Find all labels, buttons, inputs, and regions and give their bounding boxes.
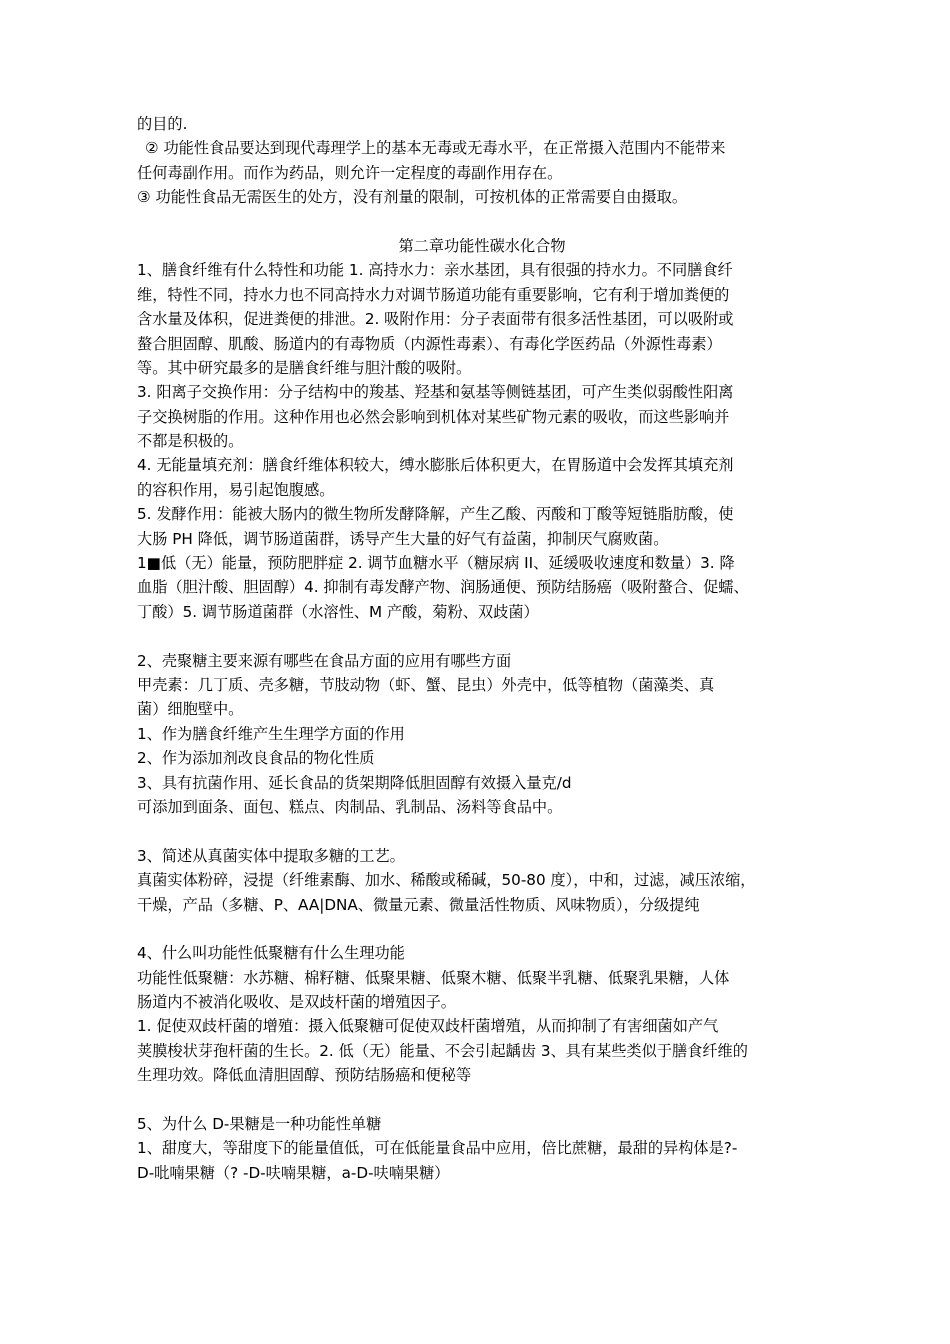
- text-line: 子交换树脂的作用。这种作用也必然会影响到机体对某些矿物元素的吸收，而这些影响并: [137, 407, 730, 426]
- question-heading: 5、为什么 D-果糖是一种功能性单糖: [137, 1115, 382, 1134]
- question-2-section: [137, 649, 827, 820]
- text-line: 血脂（胆汁酸、胆固醇）4. 抑制有毒发酵产物、润肠通便、预防结肠癌（吸附螯合、促蠕、: [137, 578, 749, 597]
- text-line: 1、甜度大，等甜度下的能量值低，可在低能量食品中应用，倍比蔗糖，最甜的异构体是?-: [137, 1139, 738, 1158]
- text-line: D-吡喃果糖（? -D-呋喃果糖，a-D-呋喃果糖）: [137, 1163, 450, 1182]
- text-line: 任何毒副作用。而作为药品，则允许一定程度的毒副作用存在。: [137, 163, 563, 182]
- text-line: 2、作为添加剂改良食品的物化性质: [137, 749, 375, 768]
- text-line: 1■低（无）能量，预防肥胖症 2. 调节血糖水平（糖尿病 II、延缓吸收速度和数量）3. 降: [137, 554, 735, 573]
- spacer: [137, 624, 827, 648]
- text-line: 真菌实体粉碎，浸提（纤维素酶、加水、稀酸或稀碱，50-80 度），中和，过滤，减压浓缩，: [137, 871, 756, 890]
- question-1-section: [137, 258, 827, 624]
- spacer: [137, 917, 827, 941]
- intro-section: [137, 112, 827, 210]
- spacer: [137, 819, 827, 843]
- document-page: [137, 112, 827, 1185]
- text-line: 3、具有抗菌作用、延长食品的货架期降低胆固醇有效摄入量克/d: [137, 773, 572, 792]
- question-3-section: [137, 844, 827, 917]
- question-5-section: [137, 1112, 827, 1185]
- text-line: 1. 促使双歧杆菌的增殖：摄入低聚糖可促使双歧杆菌增殖，从而抑制了有害细菌如产气: [137, 1017, 719, 1036]
- text-line: 维，特性不同，持水力也不同高持水力对调节肠道功能有重要影响，它有利于增加粪便的: [137, 285, 730, 304]
- text-line: 的容积作用，易引起饱腹感。: [137, 480, 335, 499]
- text-line: 功能性低聚糖：水苏糖、棉籽糖、低聚果糖、低聚木糖、低聚半乳糖、低聚乳果糖，人体: [137, 968, 730, 987]
- text-line: 5. 发酵作用：能被大肠内的微生物所发酵降解，产生乙酸、丙酸和丁酸等短链脂肪酸，使: [137, 505, 734, 524]
- text-line: 生理功效。降低血清胆固醇、预防结肠癌和便秘等: [137, 1066, 472, 1085]
- question-4-section: [137, 941, 827, 1087]
- text-line: 可添加到面条、面包、糕点、肉制品、乳制品、汤料等食品中。: [137, 797, 563, 816]
- text-line: 大肠 PH 降低，调节肠道菌群，诱导产生大量的好气有益菌，抑制厌气腐败菌。: [137, 529, 669, 548]
- text-line: 不都是积极的。: [137, 432, 244, 451]
- text-line: ② 功能性食品要达到现代毒理学上的基本无毒或无毒水平，在正常摄入范围内不能带来: [145, 139, 726, 158]
- question-heading: 4、什么叫功能性低聚糖有什么生理功能: [137, 944, 405, 963]
- text-line: 干燥，产品（多糖、P、AA|DNA、微量元素、微量活性物质、风味物质），分级提纯: [137, 895, 700, 914]
- question-heading: 2、壳聚糖主要来源有哪些在食品方面的应用有哪些方面: [137, 651, 512, 670]
- text-line: ③ 功能性食品无需医生的处方，没有剂量的限制，可按机体的正常需要自由摄取。: [137, 188, 688, 207]
- text-line: 1、作为膳食纤维产生生理学方面的作用: [137, 724, 405, 743]
- text-line: 4. 无能量填充剂：膳食纤维体积较大，缚水膨胀后体积更大，在胃肠道中会发挥其填充剂: [137, 456, 734, 475]
- text-line: 螯合胆固醇、肌酸、肠道内的有毒物质（内源性毒素）、有毒化学医药品（外源性毒素）: [137, 334, 722, 353]
- text-line: 含水量及体积，促进粪便的排泄。2. 吸附作用：分子表面带有很多活性基团，可以吸附或: [137, 310, 734, 329]
- text-line: 甲壳素：几丁质、壳多糖，节肢动物（虾、蟹、昆虫）外壳中，低等植物（菌藻类、真: [137, 675, 715, 694]
- text-line: 肠道内不被消化吸收、是双歧杆菌的增殖因子。: [137, 993, 456, 1012]
- spacer: [137, 1088, 827, 1112]
- text-line: 菌）细胞壁中。: [137, 700, 244, 719]
- text-line: 1、膳食纤维有什么特性和功能 1. 高持水力：亲水基团，具有很强的持水力。不同膳食纤: [137, 261, 733, 280]
- text-line: 荚膜梭状芽孢杆菌的生长。2. 低（无）能量、不会引起龋齿 3、具有某些类似于膳食纤维的: [137, 1041, 748, 1060]
- spacer: [137, 210, 827, 234]
- text-line: 的目的.: [137, 115, 188, 133]
- text-line: 3. 阳离子交换作用：分子结构中的羧基、羟基和氨基等侧链基团，可产生类似弱酸性阳离: [137, 383, 734, 402]
- chapter-title: 第二章功能性碳水化合物: [398, 236, 566, 255]
- question-heading: 3、简述从真菌实体中提取多糖的工艺。: [137, 846, 405, 865]
- text-line: 丁酸）5. 调节肠道菌群（水溶性、M 产酸，菊粉、双歧菌）: [137, 602, 539, 621]
- text-line: 等。其中研究最多的是膳食纤维与胆汁酸的吸附。: [137, 358, 472, 377]
